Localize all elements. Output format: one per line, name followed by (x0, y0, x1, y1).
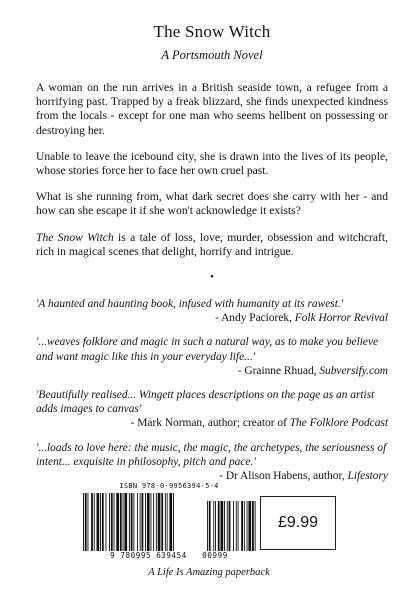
isbn-number: ISBN 978-0-9956394-5-4 (119, 482, 219, 490)
barcode-bar (106, 493, 107, 551)
barcode-bar (124, 493, 127, 551)
addon-digits: 00999 (202, 551, 228, 560)
addon-bar (227, 501, 228, 551)
barcode-bar (158, 493, 161, 551)
barcode-bar (173, 493, 174, 551)
review-quote-3 (36, 388, 388, 431)
barcode-bar (88, 493, 89, 551)
barcode-bar (85, 493, 87, 551)
addon-bar (224, 501, 225, 551)
barcode-bar (123, 493, 124, 551)
barcode-bar (165, 493, 166, 551)
closing-text: is a tale of loss, love, murder, obsession and witchcraft, rich in magical scenes that delight, horrify and intrigue. (36, 230, 389, 258)
barcode-bar (100, 493, 101, 551)
barcode-bar (147, 493, 150, 551)
quote-source: Subversify.com (319, 364, 388, 377)
book-title: The Snow Witch (153, 22, 271, 41)
review-quote-1 (36, 297, 388, 325)
barcode-bar (137, 493, 138, 551)
addon-bar (207, 501, 208, 551)
quote-attribution (36, 416, 388, 430)
section-bullet: • (210, 271, 214, 284)
price-tag: £9.99 (260, 496, 336, 550)
quote-attribution (36, 364, 388, 378)
addon-bar (215, 501, 216, 551)
barcode-bar (91, 493, 93, 551)
addon-bar (255, 501, 256, 551)
barcode-bar (116, 493, 119, 551)
quote-attribution (36, 311, 388, 325)
review-quote-4 (36, 441, 388, 484)
addon-bar (229, 501, 231, 551)
quote-author: - Dr Alison Habens, author, (219, 470, 348, 483)
barcode-bar (94, 493, 95, 551)
addon-bar (238, 501, 239, 551)
quote-author: - Andy Paciorek, (215, 312, 295, 325)
barcode-bar (145, 493, 146, 551)
barcode-bar (109, 493, 110, 551)
addon-bar (241, 501, 243, 551)
publisher-line: A Life Is Amazing paperback (148, 567, 270, 578)
addon-bar (252, 501, 254, 551)
barcode-bar (102, 493, 104, 551)
barcode-bar (151, 493, 152, 551)
quote-text: '...weaves folklore and magic in such a natural way, as to make you believe and want magic like this in your everyday life...' (36, 336, 379, 363)
barcode-bar (142, 493, 144, 551)
barcode-bar (161, 493, 163, 551)
barcode-bar (97, 493, 100, 551)
quote-source: Lifestory (347, 470, 388, 483)
review-quote-2 (36, 335, 388, 378)
quote-source: The Folklore Podcast (289, 417, 388, 430)
addon-bar (221, 501, 224, 551)
isbn-barcode (81, 482, 257, 562)
blurb-paragraph-2: Unable to leave the icebound city, she is drawn into the lives of its people, whose stories force her to face her own cruel past. (36, 149, 388, 178)
barcode-bars (81, 493, 257, 551)
blurb-paragraph-3: What is she running from, what dark secret does she carry with her - and how can she escape it if she won't acknowledge it exists? (36, 190, 388, 218)
barcode-bar (129, 493, 130, 551)
quote-source: Folk Horror Revival (294, 312, 388, 325)
quote-author: - Grainne Rhuad, (237, 364, 320, 377)
addon-bar (218, 501, 220, 551)
quote-text: '...loads to love here: the music, the magic, the archetypes, the seriousness of intent... exquisite in philosophy, pitch and pace.' (36, 441, 387, 468)
barcode-bar (131, 493, 133, 551)
barcode-digits (81, 551, 257, 560)
blurb-paragraph-4 (36, 231, 388, 259)
addon-bar (244, 501, 245, 551)
barcode-bar (111, 493, 113, 551)
barcode-bar (167, 493, 168, 551)
barcode-bar (114, 493, 115, 551)
addon-bar (247, 501, 248, 551)
quote-text: 'Beautifully realised... Wingett places descriptions on the page as an artist adds images to canvas' (36, 389, 375, 416)
addon-bar (248, 501, 251, 551)
barcode-bar (153, 493, 154, 551)
addon-bar (209, 501, 211, 551)
barcode-bar (120, 493, 122, 551)
barcode-bar (133, 493, 134, 551)
addon-bar (213, 501, 214, 551)
quote-text: 'A haunted and haunting book, infused with humanity at its rawest.' (36, 298, 344, 311)
barcode-bar (156, 493, 157, 551)
book-subtitle: A Portsmouth Novel (161, 48, 263, 62)
addon-bar (233, 501, 234, 551)
addon-bar (236, 501, 237, 551)
quote-author: - Mark Norman, author; creator of (130, 417, 290, 430)
barcode-bar (83, 493, 84, 551)
barcode-bar (140, 493, 141, 551)
ean-digits: 9 780995 639454 (110, 551, 187, 560)
blurb-paragraph-1: A woman on the run arrives in a British seaside town, a refugee from a horrifying past. Trapped by a freak blizzard, she finds unexpected kindness from the locals - except for one man who seems hellbent on possessing or destroying her. (36, 81, 388, 137)
closing-title: The Snow Witch (36, 230, 114, 244)
barcode-bar (169, 493, 172, 551)
